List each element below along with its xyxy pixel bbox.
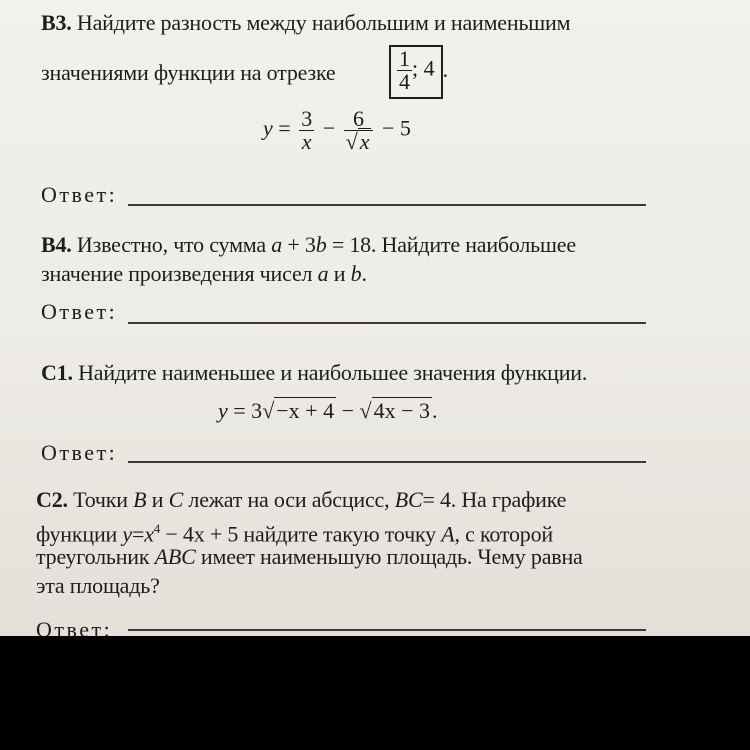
interval-separator: ; bbox=[412, 55, 419, 81]
task-c2-x: x bbox=[144, 521, 154, 547]
task-c2-text-6: , с которой bbox=[454, 521, 553, 547]
task-c2-y: y bbox=[122, 521, 132, 547]
task-b4-var-b: b bbox=[315, 232, 327, 257]
task-b3-label: В3. bbox=[41, 10, 72, 35]
task-b4-var-b-2: b bbox=[350, 261, 362, 286]
task-c2-line-1 bbox=[36, 487, 566, 513]
task-b3-text-1: Найдите разность между наибольшим и наименьшим bbox=[76, 10, 571, 35]
formula-c1-minus: − bbox=[341, 398, 355, 423]
answer-line-c1[interactable] bbox=[128, 461, 646, 463]
formula-b3-t1-den: x bbox=[301, 129, 312, 154]
formula-b3-t2-radicand: x bbox=[359, 129, 370, 154]
interval bbox=[389, 45, 448, 99]
task-c2-text-1: Точки bbox=[73, 487, 128, 512]
answer-label-b4: Ответ: bbox=[41, 299, 118, 324]
answer-line-c2[interactable] bbox=[128, 629, 646, 631]
task-b3-line-1 bbox=[41, 10, 570, 36]
answer-label-c2: Ответ: bbox=[36, 617, 113, 636]
answer-line-b4[interactable] bbox=[128, 322, 646, 324]
task-c2-point-a: A bbox=[441, 521, 455, 547]
interval-end: . bbox=[442, 57, 449, 83]
task-c2-segment-bc: BC bbox=[394, 487, 423, 512]
task-c2-eq: = bbox=[131, 521, 145, 547]
interval-right: 4 bbox=[423, 55, 435, 81]
task-c2-text-8: имеет наименьшую площадь. Чему равна bbox=[200, 544, 583, 569]
task-b4-text-2: = 18. Найдите наибольшее bbox=[331, 232, 576, 257]
formula-c1-lhs: y bbox=[218, 398, 228, 423]
task-b4-plus: + 3 bbox=[287, 232, 316, 257]
sqrt-icon: √ bbox=[345, 129, 358, 154]
formula-b3-t2-num: 6 bbox=[353, 106, 365, 131]
task-c2-power: 4 bbox=[153, 521, 161, 536]
formula-c1-end: . bbox=[432, 398, 438, 423]
task-c2-text-7: треугольник bbox=[36, 544, 150, 569]
task-b4-line-1 bbox=[41, 232, 576, 258]
task-b3-line-2 bbox=[41, 60, 336, 86]
task-b4-end: . bbox=[361, 261, 367, 286]
task-b3-text-2: значениями функции на отрезке bbox=[41, 60, 336, 85]
formula-c1 bbox=[218, 398, 438, 424]
formula-c1-coef: = 3 bbox=[233, 398, 263, 423]
task-b4-line-2 bbox=[41, 261, 367, 287]
interval-left-den: 4 bbox=[399, 69, 410, 94]
task-c2-line-3 bbox=[36, 544, 583, 570]
task-b4-label: В4. bbox=[41, 232, 72, 257]
formula-b3-lhs: y bbox=[263, 115, 273, 141]
interval-bracket bbox=[389, 45, 443, 99]
formula-b3-eq: = bbox=[278, 115, 291, 141]
formula-b3-minus: − bbox=[322, 115, 336, 141]
task-c2-text-3: = 4. На графике bbox=[422, 487, 567, 512]
sqrt-icon: √ bbox=[262, 398, 275, 423]
task-b4-var-a: a bbox=[271, 232, 283, 257]
formula-b3-t1-num: 3 bbox=[301, 106, 313, 131]
task-c2-text-2: лежат на оси абсцисс, bbox=[188, 487, 390, 512]
task-c2-point-c: C bbox=[168, 487, 184, 512]
formula-b3 bbox=[263, 108, 411, 153]
formula-b3-tail: − 5 bbox=[381, 115, 411, 141]
task-c2-point-b: B bbox=[133, 487, 147, 512]
task-c2-line-2 bbox=[36, 516, 553, 547]
task-c2-line-4 bbox=[36, 573, 160, 599]
task-c1-text: Найдите наименьшее и наибольшее значения функции. bbox=[78, 360, 588, 385]
task-b4-and: и bbox=[333, 261, 346, 286]
task-c1-label: С1. bbox=[41, 360, 73, 385]
task-c2-label: С2. bbox=[36, 487, 68, 512]
task-c2-triangle: ABC bbox=[154, 544, 196, 569]
formula-c1-radicand-2: 4x − 3 bbox=[373, 398, 431, 423]
answer-label-b3: Ответ: bbox=[41, 182, 118, 207]
task-c2-text-9: эта площадь? bbox=[36, 573, 160, 598]
task-c2-and: и bbox=[151, 487, 164, 512]
interval-left-num: 1 bbox=[399, 46, 410, 71]
formula-c1-radicand-1: −x + 4 bbox=[276, 398, 335, 423]
task-c1-line-1 bbox=[41, 360, 587, 386]
task-c2-text-4: функции bbox=[36, 521, 118, 547]
task-c2-text-5: − 4x + 5 найдите такую точку bbox=[165, 521, 436, 547]
answer-label-c1: Ответ: bbox=[41, 440, 118, 465]
task-b4-var-a-2: a bbox=[317, 261, 329, 286]
sqrt-icon: √ bbox=[359, 398, 372, 423]
task-b4-text-3: значение произведения чисел bbox=[41, 261, 313, 286]
task-b4-text-1: Известно, что сумма bbox=[76, 232, 266, 257]
answer-line-b3[interactable] bbox=[128, 204, 646, 206]
